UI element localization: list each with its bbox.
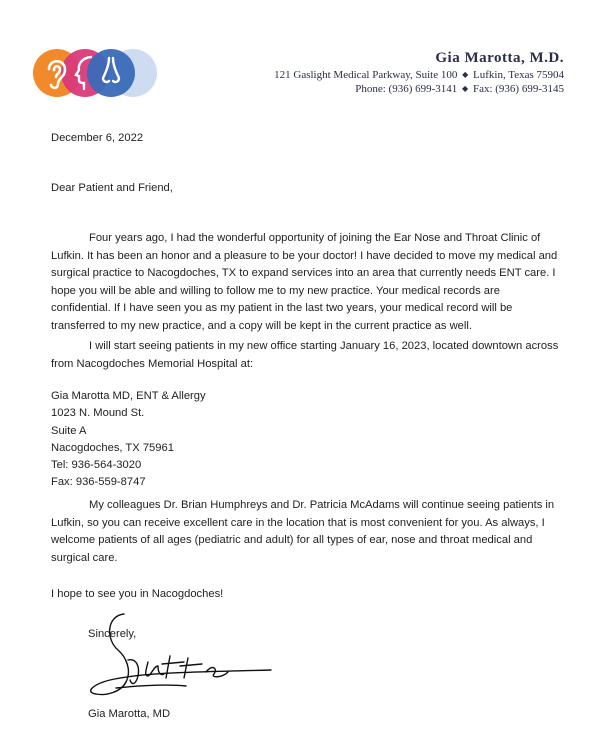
salutation: Dear Patient and Friend, <box>51 182 173 194</box>
paragraph-intro: Four years ago, I had the wonderful opportunity of joining the Ear Nose and Throat Clinic of Lufkin. It has been an honor and a pleasure to be your doctor! I have decided to move my medical and surgical practice to Nacogdoches, TX to expand services into an area that currently needs ENT care. I hope you will be able and willing to follow me to my new practice. Your medical records are confidential. If I have seen you as my patient in the last two years, your medical record will be transferred to my new practice, and a copy will be kept in the current practice as well. <box>51 232 558 332</box>
paragraph-new-office: I will start seeing patients in my new office starting January 16, 2023, located downtown across from Nacogdoches Memorial Hospital at: <box>51 340 559 370</box>
address-line: Suite A <box>51 424 87 437</box>
diamond-separator-icon: ◆ <box>462 84 469 93</box>
letterhead-address <box>274 69 564 81</box>
new-office-address <box>51 388 561 492</box>
sign-off: Sincerely, <box>88 628 137 640</box>
letter-date: December 6, 2022 <box>51 132 144 144</box>
address-line: Gia Marotta MD, ENT & Allergy <box>51 390 206 402</box>
paragraph-colleagues: My colleagues Dr. Brian Humphreys and Dr. Patricia McAdams will continue seeing patients in Lufkin, so you can receive excellent care in the location that is most convenient for you. As always, I welcome patients of all ages (pediatric and adult) for all types of ear, nose and throat medical and surgical care. <box>51 499 555 564</box>
address-line: Nacogdoches, TX 75961 <box>51 441 174 454</box>
address-fax: Fax: 936-559-8747 <box>51 476 146 489</box>
address-line: 1023 N. Mound St. <box>51 407 145 420</box>
letterhead-contact <box>355 83 564 95</box>
clinic-logo <box>33 48 159 98</box>
letterhead-street: 121 Gaslight Medical Parkway, Suite 100 <box>274 69 458 81</box>
closing-line: I hope to see you in Nacogdoches! <box>51 588 224 600</box>
letterhead-name: Gia Marotta, M.D. <box>435 50 564 66</box>
address-tel: Tel: 936-564-3020 <box>51 459 142 472</box>
letterhead-fax: Fax: (936) 699-3145 <box>472 83 564 95</box>
letterhead-city: Lufkin, Texas 75904 <box>473 69 564 81</box>
signer-name: Gia Marotta, MD <box>88 708 171 720</box>
signature <box>66 610 286 705</box>
letterhead-phone: Phone: (936) 699-3141 <box>355 83 458 95</box>
diamond-separator-icon: ◆ <box>462 70 469 79</box>
